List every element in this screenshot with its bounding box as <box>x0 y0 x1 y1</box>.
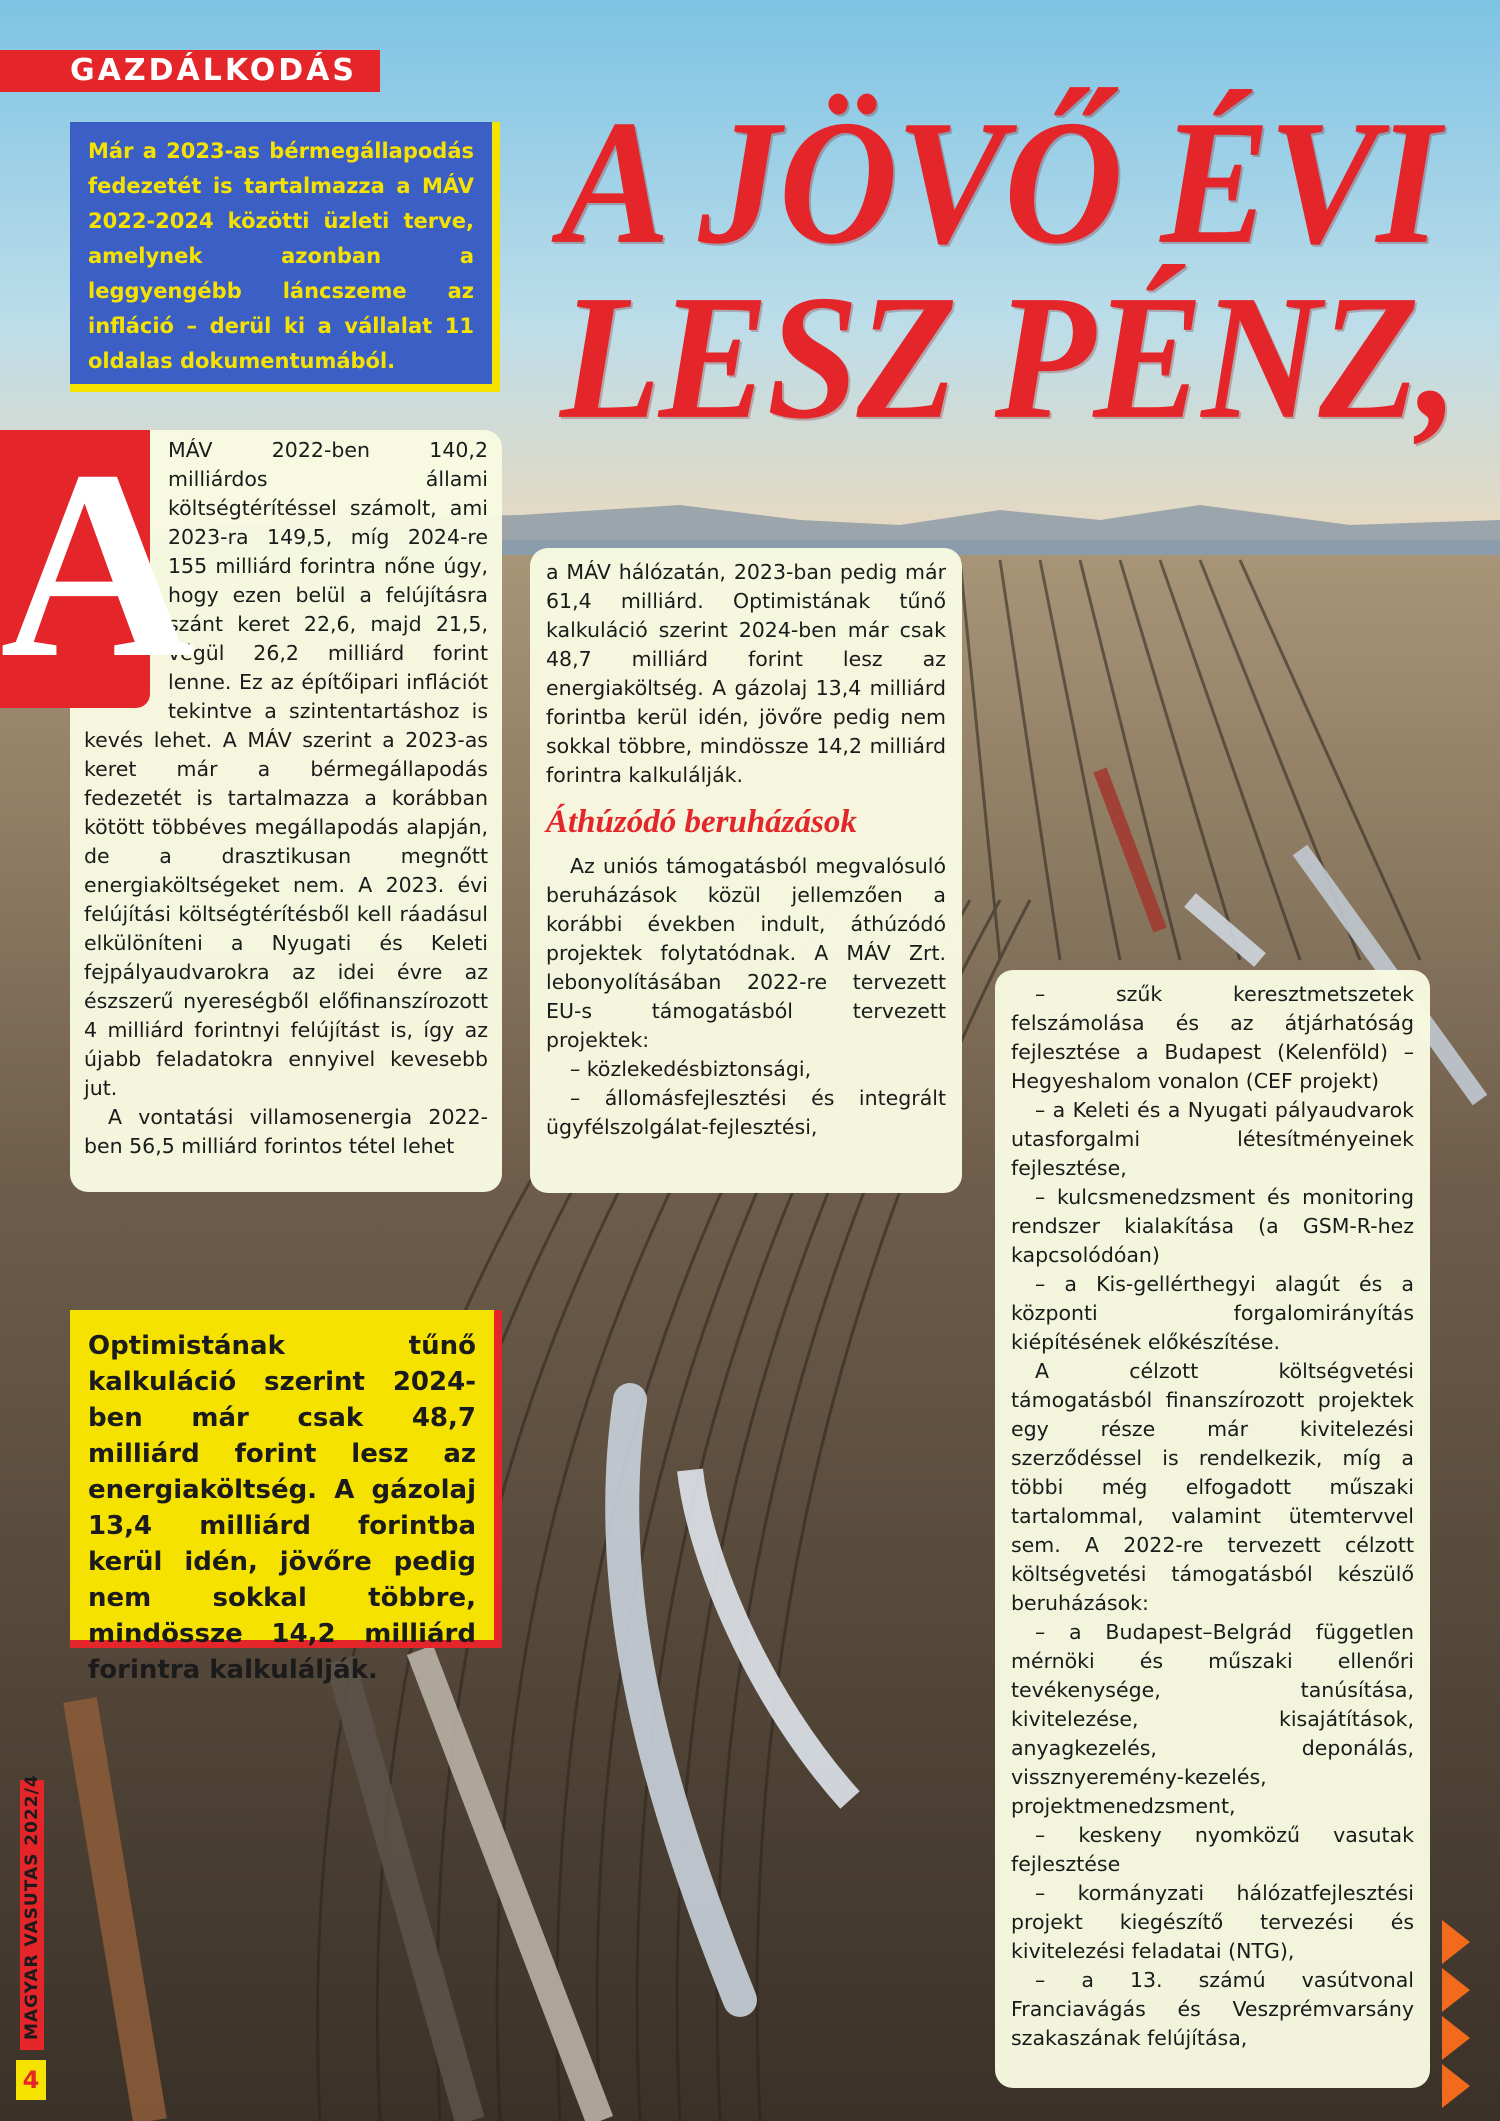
col3-bullet-1: – szűk keresztmetszetek felszámolása és az átjárhatóság fejlesztése a Budapest (Kelenföld) – Hegyeshalom vonalon (CEF projekt) <box>1011 982 1414 1093</box>
col3-bullet-4: – a Kis-gellérthegyi alagút és a központi forgalomirányítás kiépítésének előkészítése. <box>1011 1272 1414 1354</box>
col2-paragraph-2: Az uniós támogatásból megvalósuló beruházások közül jellemzően a korábbi években indult, áthúzódó projektek folytatódnak. A MÁV Zrt. lebonyolításában 2022-re tervezett EU-s támogatásból tervezett projektek: <box>546 854 946 1052</box>
col3-bullet-5: – a Budapest–Belgrád független mérnöki és műszaki ellenőri tevékenysége, tanúsítása, kivitelezése, kisajátítások, anyagkezelés, deponálás, vissznyeremény-kezelés, projektmenedzsment, <box>1011 1620 1414 1818</box>
col2-bullet-1: – közlekedésbiztonsági, <box>570 1057 812 1081</box>
col3-bullet-8: – a 13. számú vasútvonal Franciavágás és Veszprémvarsány szakaszának felújítása, <box>1011 1968 1414 2050</box>
lead-paragraph: Már a 2023-as bérmegállapodás fedezetét is tartalmazza a MÁV 2022-2024 közötti üzleti terve, amelynek azonban a leggyengébb láncszeme az infláció – derül ki a vállalat 11 oldalas dokumentumából. <box>70 122 500 392</box>
next-page-arrows-icon <box>1442 1920 1482 2110</box>
drop-cap: A <box>0 415 195 714</box>
text-column-2 <box>530 548 962 1193</box>
magazine-spine <box>22 1774 42 2040</box>
subheading: Áthúzódó beruházások <box>546 804 857 840</box>
issue-number: 2022/4 <box>22 1774 42 1846</box>
headline-line-2: LESZ PÉNZ, <box>560 258 1457 456</box>
col2-paragraph-1: a MÁV hálózatán, 2023-ban pedig már 61,4 milliárd. Optimistának tűnő kalkuláció szerint 2024-ben már csak 48,7 milliárd forint lesz az energiaköltség. A gázolaj 13,4 milliárd forintba kerül idén, jövőre pedig nem sokkal többre, mindössze 14,2 milliárd forintra kalkulálják. <box>546 560 946 787</box>
col3-bullet-7: – kormányzati hálózatfejlesztési projekt kiegészítő tervezési és kivitelezési feladatai (NTG), <box>1011 1881 1414 1963</box>
col3-bullet-3: – kulcsmenedzsment és monitoring rendszer kialakítása (a GSM-R-hez kapcsolódóan) <box>1011 1185 1414 1267</box>
col1-paragraph-2: A vontatási villamosenergia 2022-ben 56,5 milliárd forintos tétel lehet <box>84 1105 488 1158</box>
section-label: GAZDÁLKODÁS <box>0 50 380 92</box>
col3-paragraph-1: A célzott költségvetési támogatásból finanszírozott projektek egy része már kivitelezési szerződéssel is rendelkezik, míg a többi még elfogadott műszaki tartalommal, valamint ütemtervvel sem. A 2022-re tervezett célzott költségvetési támogatásból készülő beruházások: <box>1011 1359 1414 1615</box>
headline-line-1: A JÖVŐ ÉVI <box>560 83 1439 281</box>
col2-bullet-2: – állomásfejlesztési és integrált ügyfélszolgálat-fejlesztési, <box>546 1086 946 1139</box>
col3-bullet-2: – a Keleti és a Nyugati pályaudvarok utasforgalmi létesítményeinek fejlesztése, <box>1011 1098 1414 1180</box>
page-number: 4 <box>16 2060 46 2100</box>
col3-bullet-6: – keskeny nyomközű vasutak fejlesztése <box>1011 1823 1414 1876</box>
magazine-title: MAGYAR VASUTAS <box>22 1852 42 2040</box>
headline <box>560 83 1490 456</box>
pull-quote: Optimistának tűnő kalkuláció szerint 2024-ben már csak 48,7 milliárd forint lesz az energiaköltség. A gázolaj 13,4 milliárd forintba kerül idén, jövőre pedig nem sokkal többre, mindössze 14,2 milliárd forintra kalkulálják. <box>70 1310 502 1648</box>
text-column-3 <box>995 970 1430 2088</box>
col1-paragraph-1: MÁV 2022-ben 140,2 milliárdos állami költségtérítéssel számolt, ami 2023-ra 149,5, míg 2024-re 155 milliárd forintra nőne úgy, hogy ezen belül a felújításra szánt keret 22,6, majd 21,5, végül 26,2 milliárd forint lenne. Ez az építőipari inflációt tekintve a szintentartáshoz is kevés lehet. A MÁV szerint a 2023-as keret már a bérmegállapodás fedezetét is tartalmazza a korábban kötött többéves megállapodás alapján, de a drasztikusan megnőtt energiaköltségeket nem. A 2023. évi felújítási költségtérítésből kell ráadásul elkülöníteni a Nyugati és Keleti fejpályaudvarokra az idei évre az észszerű nyereségből előfinanszírozott 4 milliárd forintnyi felújítást is, így az újabb feladatokra ennyivel kevesebb jut. <box>84 438 488 1100</box>
